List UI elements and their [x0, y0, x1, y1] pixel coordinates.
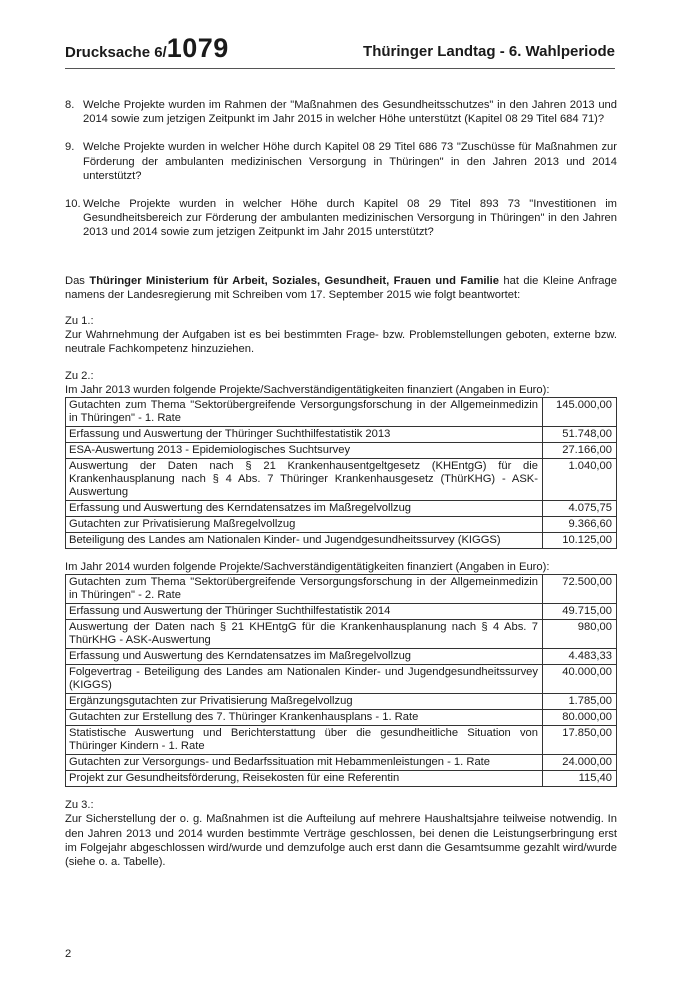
project-description: Folgevertrag - Beteiligung des Landes am Nationalen Kinder- und Jugendgesundheitssurvey (KIGGS)	[66, 665, 543, 694]
document-number-label: Drucksache 6/	[65, 44, 167, 61]
answer-2-heading: Zu 2.:	[65, 369, 94, 382]
project-amount: 1.040,00	[543, 459, 617, 501]
page-number: 2	[65, 948, 72, 960]
project-description: Erfassung und Auswertung des Kerndatensatzes im Maßregelvollzug	[66, 501, 543, 517]
project-amount: 1.785,00	[543, 694, 617, 710]
project-description: Gutachten zur Erstellung des 7. Thüringer Krankenhausplans - 1. Rate	[66, 710, 543, 726]
table-row	[66, 575, 617, 604]
project-amount: 980,00	[543, 620, 617, 649]
question-number: 8.	[65, 99, 75, 111]
project-description: Gutachten zum Thema "Sektorübergreifende Versorgungsforschung in der Allgemeinmedizin in Thüringen" - 2. Rate	[66, 575, 543, 604]
answer-3-heading: Zu 3.:	[65, 799, 94, 812]
project-description: Gutachten zur Privatisierung Maßregelvollzug	[66, 517, 543, 533]
table-row	[66, 620, 617, 649]
answer-3-text: Zur Sicherstellung der o. g. Maßnahmen ist die Aufteilung auf mehrere Haushaltsjahre teilweise notwendig. In den Jahren 2013 und 2014 wurden bestimmte Verträge geschlossen, bei denen die Leistungserbringung erst im Folgejahr abgeschlossen wird/wurde und demzufolge auch erst dann die Gesamtsumme gezahlt wird/wurde (siehe o. a. Tabelle).	[65, 813, 617, 869]
project-description: Ergänzungsgutachten zur Privatisierung Maßregelvollzug	[66, 694, 543, 710]
table-row	[66, 517, 617, 533]
project-amount: 40.000,00	[543, 665, 617, 694]
header-divider	[65, 68, 615, 69]
question-text: Welche Projekte wurden in welcher Höhe durch Kapitel 08 29 Titel 686 73 "Zuschüsse für Maßnahmen zur Förderung der ambulanten medizinischen Versorgung in Thüringen" in den Jahren 2013 und 2014 unterstützt?	[83, 141, 617, 182]
answer-1-heading: Zu 1.:	[65, 315, 94, 328]
project-description: Projekt zur Gesundheitsförderung, Reisekosten für eine Referentin	[66, 771, 543, 787]
project-amount: 24.000,00	[543, 755, 617, 771]
table-row	[66, 649, 617, 665]
project-amount: 145.000,00	[543, 398, 617, 427]
project-amount: 27.166,00	[543, 443, 617, 459]
question-10	[65, 197, 617, 240]
table-row	[66, 694, 617, 710]
project-description: Erfassung und Auswertung des Kerndatensatzes im Maßregelvollzug	[66, 649, 543, 665]
project-amount: 115,40	[543, 771, 617, 787]
table-row	[66, 459, 617, 501]
project-description: Gutachten zum Thema "Sektorübergreifende Versorgungsforschung in der Allgemeinmedizin in Thüringen" - 1. Rate	[66, 398, 543, 427]
table-row	[66, 533, 617, 549]
project-amount: 4.483,33	[543, 649, 617, 665]
question-8	[65, 98, 617, 126]
table-2013-caption: Im Jahr 2013 wurden folgende Projekte/Sachverständigentätigkeiten finanziert (Angaben in Euro):	[65, 383, 550, 396]
projects-table-2014	[65, 574, 617, 787]
table-row	[66, 710, 617, 726]
project-amount: 49.715,00	[543, 604, 617, 620]
question-9	[65, 140, 617, 183]
project-description: Statistische Auswertung und Berichterstattung über die gesundheitliche Situation von Thüringer Kindern - 1. Rate	[66, 726, 543, 755]
table-row	[66, 501, 617, 517]
table-row	[66, 443, 617, 459]
project-amount: 10.125,00	[543, 533, 617, 549]
parliament-title: Thüringer Landtag - 6. Wahlperiode	[363, 43, 615, 60]
project-description: Beteiligung des Landes am Nationalen Kinder- und Jugendgesundheitssurvey (KIGGS)	[66, 533, 543, 549]
table-2014-caption: Im Jahr 2014 wurden folgende Projekte/Sachverständigentätigkeiten finanziert (Angaben in Euro):	[65, 561, 550, 574]
project-description: Auswertung der Daten nach § 21 KHEntgG für die Krankenhausplanung nach § 4 Abs. 7 ThürKHG - ASK-Auswertung	[66, 620, 543, 649]
table-row	[66, 665, 617, 694]
project-amount: 9.366,60	[543, 517, 617, 533]
table-row	[66, 726, 617, 755]
project-description: Erfassung und Auswertung der Thüringer Suchthilfestatistik 2014	[66, 604, 543, 620]
table-row	[66, 427, 617, 443]
question-text: Welche Projekte wurden in welcher Höhe durch Kapitel 08 29 Titel 893 73 "Investitionen im Gesundheitsbereich zur Förderung der ambulanten medizinischen Versorgung in Thüringen" in den Jahren 2013 und 2014 sowie zum jetzigen Zeitpunkt im Jahr 2015 unterstützt?	[83, 198, 617, 239]
question-number: 9.	[65, 141, 75, 154]
ministry-name: Thüringer Ministerium für Arbeit, Soziales, Gesundheit, Frauen und Familie	[89, 274, 499, 287]
project-amount: 72.500,00	[543, 575, 617, 604]
document-body	[65, 98, 617, 869]
question-number: 10.	[65, 198, 81, 211]
document-number-value: 1079	[166, 33, 229, 63]
project-description: Gutachten zur Versorgungs- und Bedarfssituation mit Hebammenleistungen - 1. Rate	[66, 755, 543, 771]
answer-1-text: Zur Wahrnehmung der Aufgaben ist es bei bestimmten Frage- bzw. Problemstellungen geboten, externe bzw. neutrale Fachkompetenz hinzuziehen.	[65, 329, 617, 356]
project-description: Auswertung der Daten nach § 21 Krankenhausentgeltgesetz (KHEntgG) für die Krankenhausplanung nach § 4 Abs. 7 Thüringer Krankenhausgesetz (ThürKHG) - ASK-Auswertung	[66, 459, 543, 501]
project-description: ESA-Auswertung 2013 - Epidemiologisches Suchtsurvey	[66, 443, 543, 459]
question-text: Welche Projekte wurden im Rahmen der "Maßnahmen des Gesundheitsschutzes" in den Jahren 2013 und 2014 sowie zum jetzigen Zeitpunkt im Jahr 2015 in welcher Höhe unterstützt (Kapitel 08 29 Titel 684 71)?	[83, 99, 617, 126]
table-row	[66, 771, 617, 787]
table-row	[66, 755, 617, 771]
project-amount: 51.748,00	[543, 427, 617, 443]
document-number	[65, 33, 229, 64]
table-row	[66, 604, 617, 620]
projects-table-2013	[65, 397, 617, 549]
project-description: Erfassung und Auswertung der Thüringer Suchthilfestatistik 2013	[66, 427, 543, 443]
project-amount: 17.850,00	[543, 726, 617, 755]
project-amount: 4.075,75	[543, 501, 617, 517]
project-amount: 80.000,00	[543, 710, 617, 726]
page-header	[65, 32, 615, 66]
answer-intro: Das Thüringer Ministerium für Arbeit, Soziales, Gesundheit, Frauen und Familie hat die Kleine Anfrage namens der Landesregierung mit Schreiben vom 17. September 2015 wie folgt beantwortet:	[65, 274, 617, 301]
table-row	[66, 398, 617, 427]
